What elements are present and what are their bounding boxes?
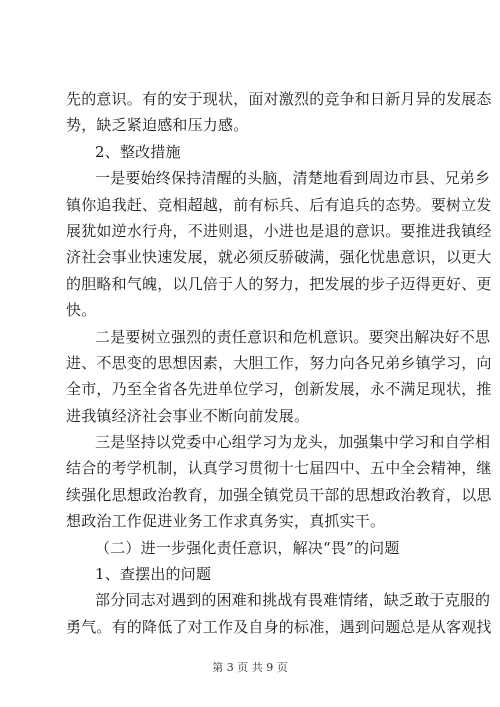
text-line: 想政治工作促进业务工作求真务实，真抓实干。	[66, 512, 386, 531]
text-line: 全市，乃至全省各先进单位学习，创新发展，永不满足现状，推	[66, 380, 492, 399]
text-line: 续强化思想政治教育，加强全镇党员干部的思想政治教育，以思	[66, 485, 492, 504]
text-line: 进、不思变的思想因素，大胆工作，努力向各兄弟乡镇学习，向	[66, 353, 492, 372]
text-line: 结合的考学机制，认真学习贯彻十七届四中、五中全会精神，继	[66, 459, 492, 478]
text-line: 三是坚持以党委中心组学习为龙头，加强集中学习和自学相	[95, 433, 491, 452]
text-line: 镇你追我赶、竞相超越，前有标兵、后有追兵的态势。要树立发	[66, 195, 492, 214]
page-footer: 第 3 页 共 9 页	[212, 661, 288, 674]
text-line: 进我镇经济社会事业不断向前发展。	[66, 406, 310, 425]
text-line: 展犹如逆水行舟，不进则退，小进也是退的意识。要推进我镇经	[66, 221, 492, 240]
text-line: 济社会事业快速发展，就必须反骄破满，强化忧患意识，以更大	[66, 248, 492, 267]
text-line: 1、查摆出的问题	[95, 565, 212, 584]
text-line: 一是要始终保持清醒的头脑，清楚地看到周边市县、兄弟乡	[95, 169, 491, 188]
document-body	[66, 86, 492, 640]
text-line: 2、整改措施	[95, 142, 181, 161]
text-line: 部分同志对遇到的困难和挑战有畏难情绪，缺乏敢于克服的	[95, 591, 491, 610]
text-line: 先的意识。有的安于现状，面对激烈的竞争和日新月异的发展态	[66, 90, 492, 108]
text-line: 的胆略和气魄，以几倍于人的努力，把发展的步子迈得更好、更	[66, 274, 492, 293]
text-line: 势，缺乏紧迫感和压力感。	[66, 116, 249, 135]
text-line: 二是要树立强烈的责任意识和危机意识。要突出解决好不思	[95, 327, 491, 346]
text-line: （二）进一步强化责任意识，解决“畏”的问题	[95, 538, 400, 557]
text-line: 快。	[66, 301, 97, 320]
text-line: 勇气。有的降低了对工作及自身的标准，遇到问题总是从客观找	[66, 617, 492, 636]
